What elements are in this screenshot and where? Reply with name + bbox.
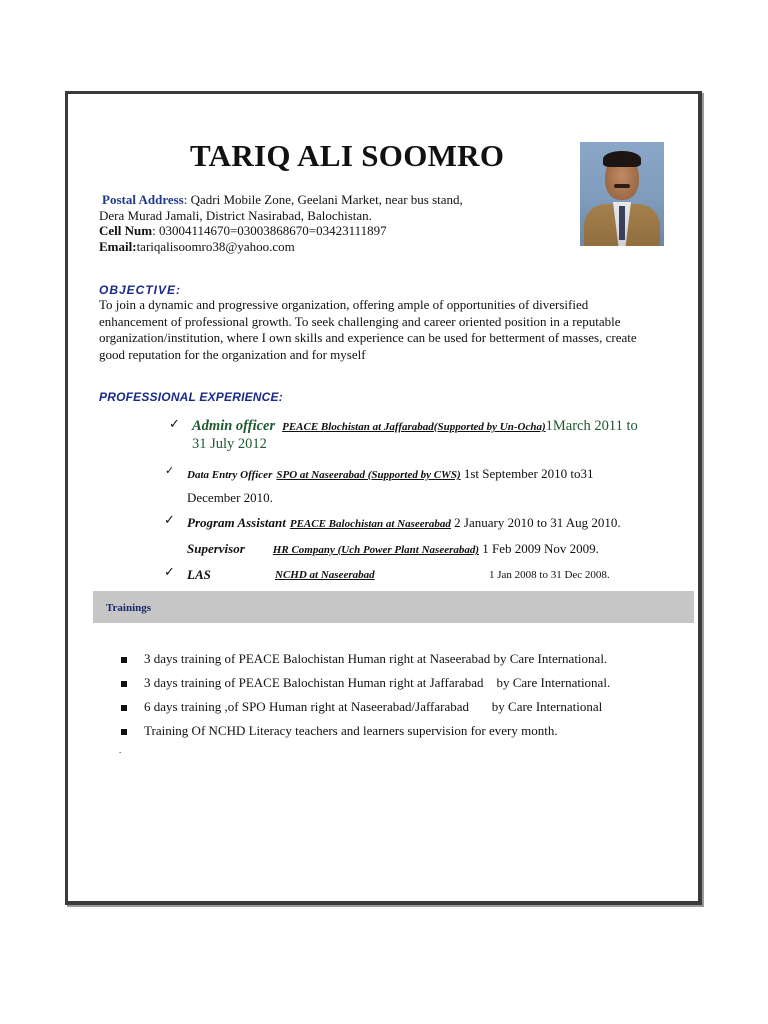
objective-line: enhancement of professional growth. To seek challenging and career oriented position in a reputable [99, 313, 621, 329]
candidate-name: TARIQ ALI SOOMRO [190, 138, 505, 173]
job-title: Data Entry Officer [187, 469, 273, 481]
job-title: Admin officer [192, 418, 276, 434]
objective-line: organization/institution, where I own skills and experience can be used for betterment of masses, create [99, 330, 637, 345]
experience-heading: PROFESSIONAL EXPERIENCE: [99, 390, 283, 404]
cell-number [99, 223, 387, 239]
experience-item-5 [187, 566, 211, 584]
postal-value: : Qadri Mobile Zone, Geelani Market, near bus stand, [183, 192, 463, 207]
email-value[interactable]: tariqalisoomro38@yahoo.com [136, 239, 295, 254]
check-icon: ✓ [169, 417, 180, 432]
job-title: Program Assistant [187, 515, 286, 530]
job-dates-cont: 31 July 2012 [192, 436, 267, 452]
profile-photo [580, 142, 664, 246]
experience-item-4 [187, 540, 599, 558]
check-icon: ✓ [164, 513, 175, 528]
training-item: 3 days training of PEACE Balochistan Human right at Naseerabad by Care International. [144, 651, 608, 666]
objective-heading: OBJECTIVE: [99, 283, 182, 297]
trainings-header-bar [93, 591, 694, 623]
bullet-icon [121, 681, 127, 687]
bullet-icon [121, 657, 127, 663]
bullet-icon [121, 729, 127, 735]
job-title: Supervisor [187, 541, 245, 556]
objective-text [99, 297, 684, 363]
trailing-dot: . [119, 745, 122, 755]
job-org: NCHD at Naseerabad [275, 569, 375, 581]
job-dates: 2 January 2010 to 31 Aug 2010. [450, 515, 621, 530]
job-org: PEACE Blochistan at Jaffarabad(Supported by Un-Ocha) [282, 421, 546, 433]
job-dates: 1March 2011 to [545, 418, 638, 434]
job-org: HR Company (Uch Power Plant Naseerabad) [272, 544, 480, 556]
objective-line: To join a dynamic and progressive organization, offering ample of opportunities of diversified [99, 297, 589, 312]
postal-label: Postal Address [102, 192, 184, 207]
email-label: Email: [99, 239, 137, 254]
cell-label: Cell Num [99, 223, 153, 238]
trainings-heading: Trainings [106, 602, 152, 614]
job-dates: 1st September 2010 to31 [460, 466, 594, 481]
job-title: LAS [187, 567, 211, 582]
job-dates-cont: December 2010. [187, 490, 273, 505]
training-item: 6 days training ,of SPO Human right at Naseerabad/Jaffarabad by Care International [144, 699, 603, 714]
postal-address-line2: Dera Murad Jamali, District Nasirabad, Balochistan. [99, 208, 372, 223]
job-dates: 1 Feb 2009 Nov 2009. [479, 541, 599, 556]
job-org: SPO at Naseerabad (Supported by CWS) [276, 469, 461, 481]
experience-item-3 [187, 514, 621, 532]
job-org: PEACE Balochistan at Naseerabad [289, 518, 451, 530]
check-icon: ✓ [165, 464, 175, 477]
experience-item-2 [187, 465, 594, 483]
cell-value: : 03004114670=03003868670=03423111897 [152, 223, 387, 238]
training-item: Training Of NCHD Literacy teachers and learners supervision for every month. [144, 723, 558, 738]
training-item: 3 days training of PEACE Balochistan Human right at Jaffarabad by Care International. [144, 675, 611, 690]
postal-address-line1 [102, 192, 463, 208]
bullet-icon [121, 705, 127, 711]
experience-item-1 [192, 417, 638, 435]
resume-page [65, 91, 702, 905]
job-dates: 1 Jan 2008 to 31 Dec 2008. [489, 569, 610, 581]
objective-line: good reputation for the organization and for myself [99, 346, 366, 362]
check-icon: ✓ [164, 565, 175, 580]
email [99, 239, 295, 255]
